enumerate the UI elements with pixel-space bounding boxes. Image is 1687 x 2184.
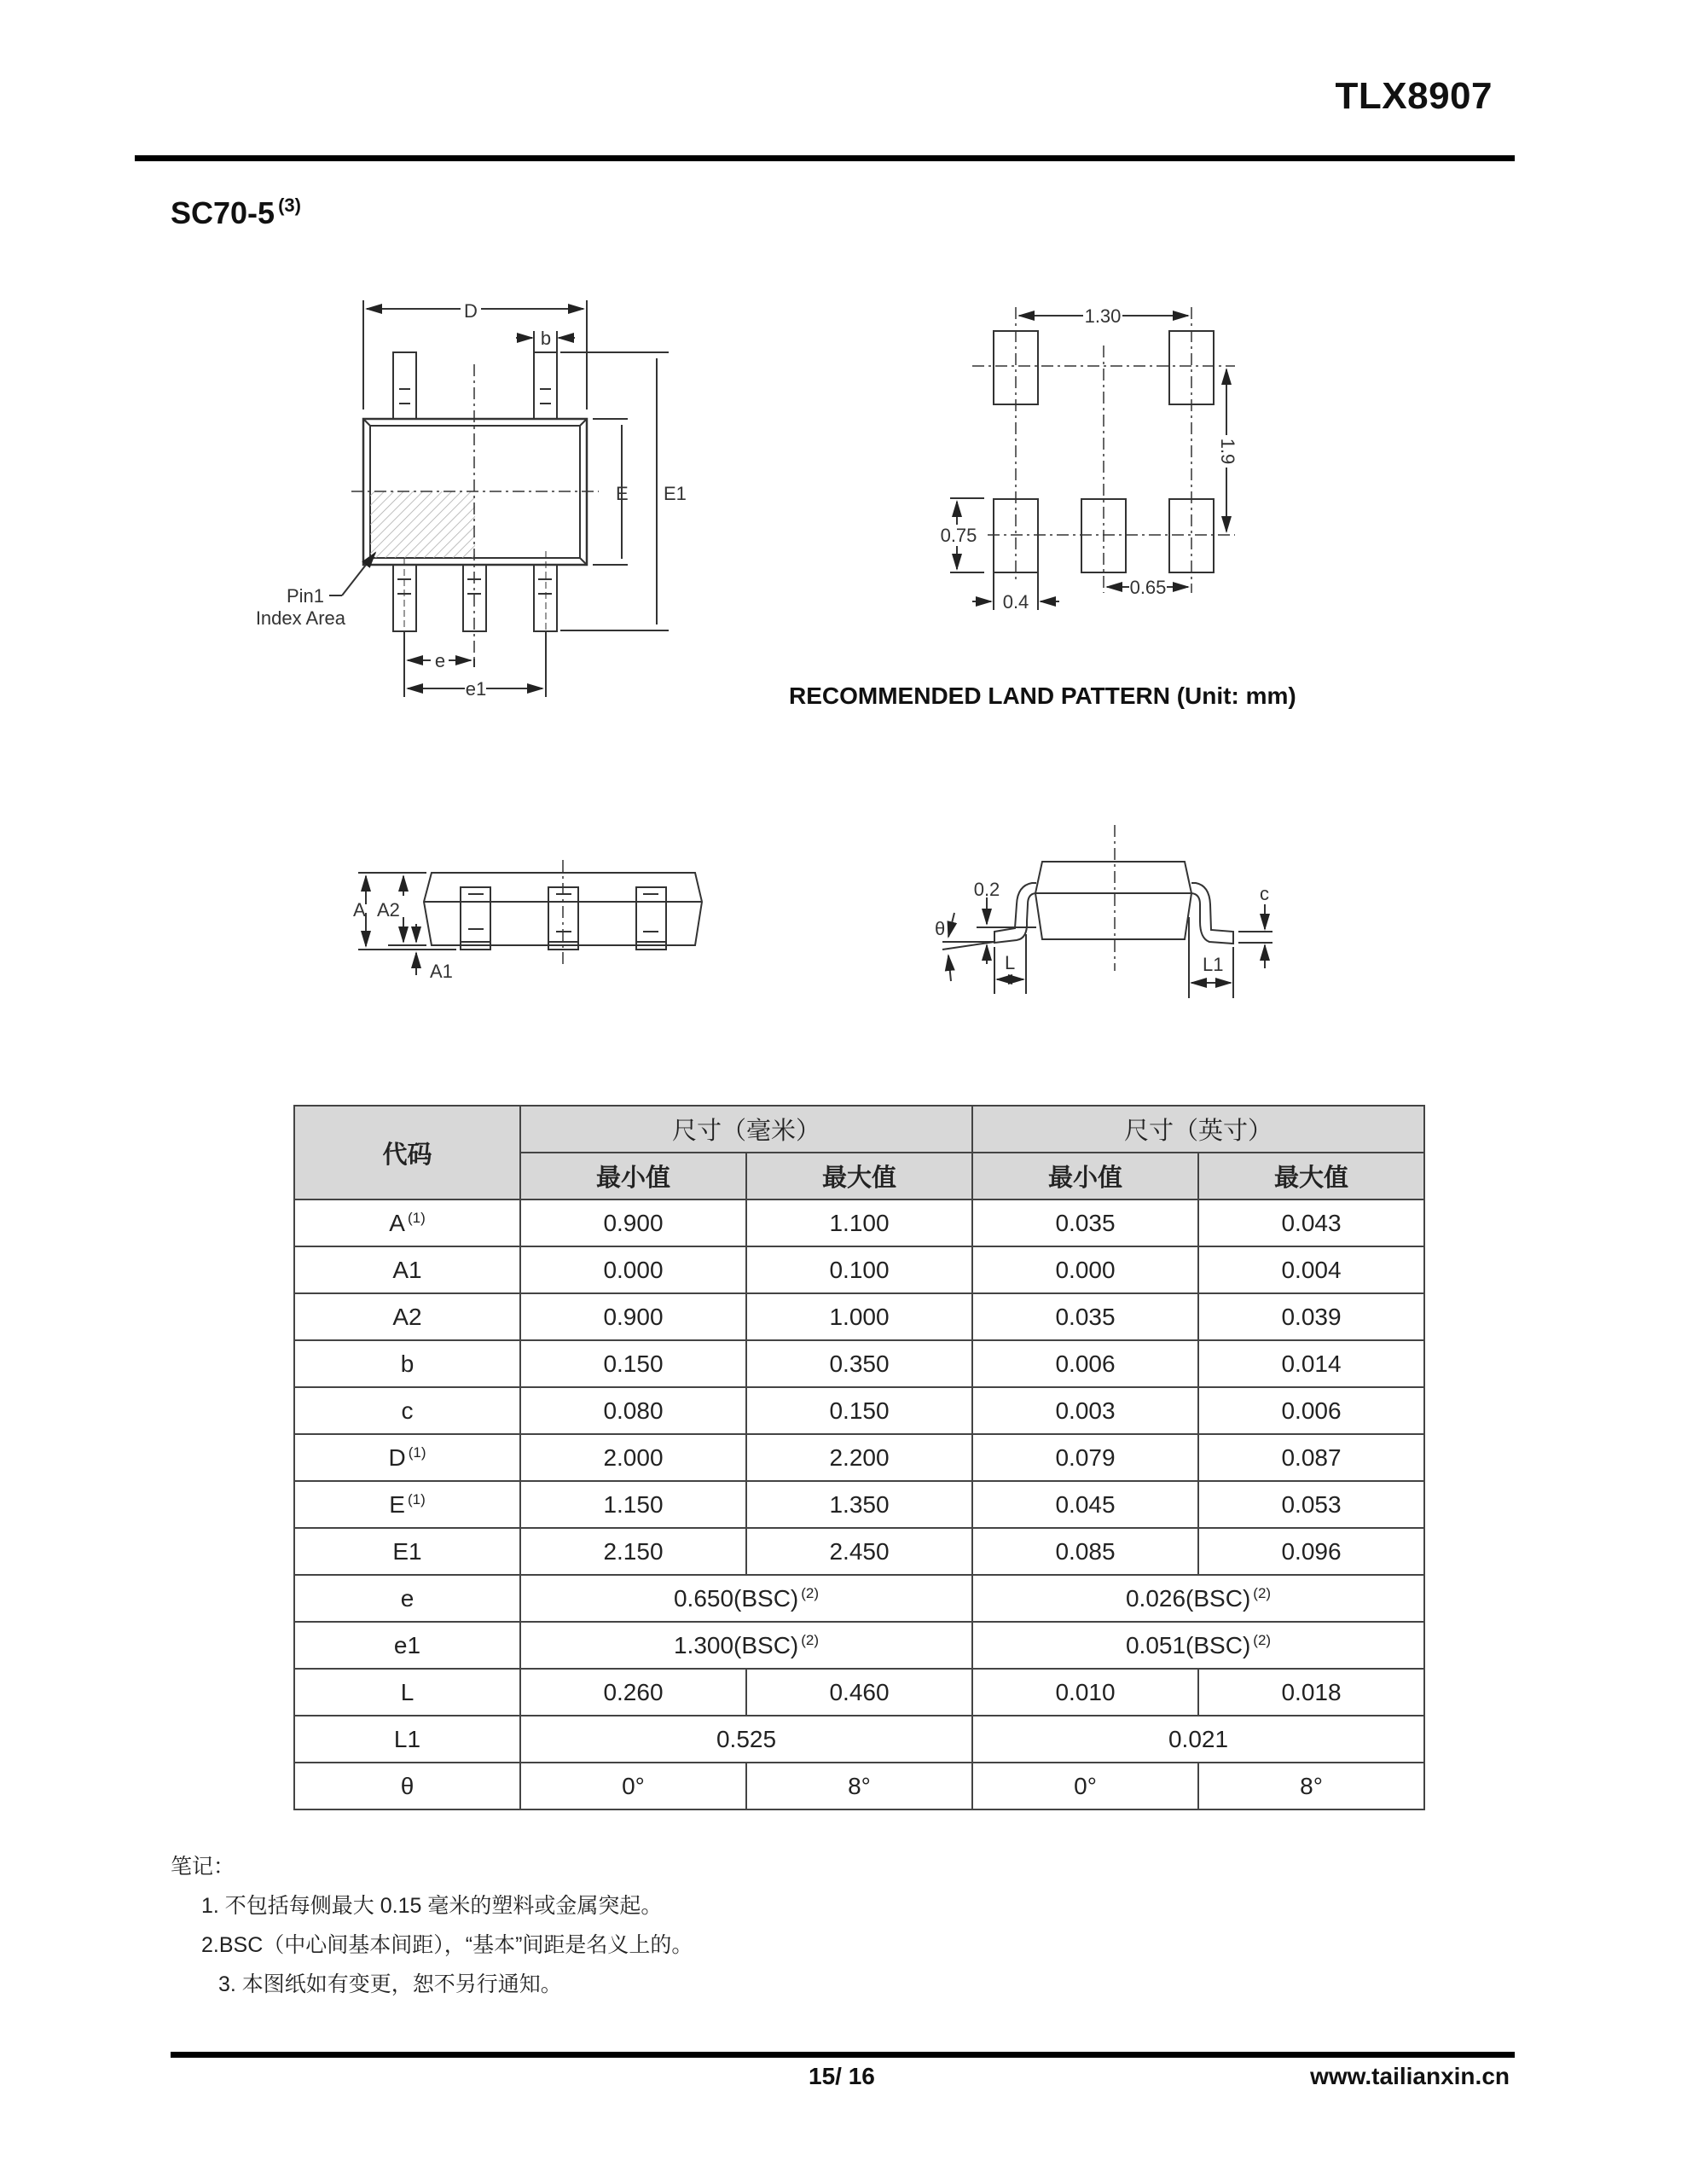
cell-code	[294, 1716, 520, 1763]
cell-mm-min	[520, 1481, 746, 1528]
cell-mm-max-text: 0.100	[829, 1256, 890, 1283]
cell-inch-min-text: 0°	[1074, 1772, 1097, 1799]
dim-label-L: L	[1005, 952, 1016, 973]
cell-mm-min-text: 0.000	[603, 1256, 664, 1283]
cell-mm-max	[746, 1481, 972, 1528]
cell-code-note-ref: (1)	[408, 1443, 426, 1461]
dim-label-E1: E1	[664, 483, 687, 504]
land-pattern-caption: RECOMMENDED LAND PATTERN (Unit: mm)	[789, 682, 1296, 709]
cell-inch-min	[972, 1434, 1198, 1481]
table-row	[294, 1246, 1424, 1293]
cell-inch-min-text: 0.006	[1055, 1350, 1116, 1377]
cell-inch-min	[972, 1387, 1198, 1434]
cell-mm-max	[746, 1434, 972, 1481]
cell-inch-span-text: 0.021	[1168, 1725, 1229, 1752]
cell-code-text: b	[400, 1350, 415, 1377]
cell-inch-max	[1198, 1434, 1424, 1481]
cell-mm-max	[746, 1669, 972, 1716]
cell-inch-min-text: 0.000	[1055, 1256, 1116, 1283]
notes-title: 笔记：	[171, 1855, 235, 1879]
table-row	[294, 1763, 1424, 1809]
land-pattern-drawing	[921, 282, 1279, 623]
cell-inch-max-text: 0.096	[1281, 1537, 1342, 1565]
cell-mm-min	[520, 1340, 746, 1387]
cell-mm-span	[520, 1575, 972, 1622]
cell-mm-max	[746, 1387, 972, 1434]
header-mm-group: 尺寸（毫米）	[520, 1106, 972, 1153]
cell-code-note-ref: (1)	[407, 1490, 426, 1507]
cell-code-text: e1	[393, 1631, 421, 1658]
cell-mm-span-text: 0.650(BSC)	[673, 1584, 799, 1612]
cell-mm-span-text: 0.525	[716, 1725, 777, 1752]
table-row	[294, 1387, 1424, 1434]
cell-inch-span-note-ref: (2)	[1253, 1631, 1272, 1648]
cell-mm-min	[520, 1246, 746, 1293]
pin1-index-area-label: Index Area	[256, 607, 345, 629]
cell-inch-max	[1198, 1528, 1424, 1575]
cell-code-text: D	[388, 1443, 406, 1471]
section-title	[171, 195, 301, 231]
cell-code-note-ref: (1)	[407, 1209, 426, 1226]
cell-code	[294, 1622, 520, 1669]
dim-label-c: c	[1260, 883, 1269, 904]
cell-mm-span	[520, 1716, 972, 1763]
cell-code	[294, 1575, 520, 1622]
cell-code	[294, 1246, 520, 1293]
note-item: 2.BSC（中心间基本间距），“基本”间距是名义上的。	[201, 1933, 693, 1957]
cell-code-text: L1	[393, 1725, 421, 1752]
top-view-drawing	[256, 282, 810, 708]
theta-label: θ	[935, 918, 946, 939]
cell-mm-min-text: 2.150	[603, 1537, 664, 1565]
cell-mm-min	[520, 1199, 746, 1246]
cell-inch-max-text: 0.053	[1281, 1490, 1342, 1518]
cell-mm-max-text: 0.460	[829, 1678, 890, 1705]
cell-inch-min	[972, 1528, 1198, 1575]
cell-inch-min-text: 0.079	[1055, 1443, 1116, 1471]
cell-code	[294, 1340, 520, 1387]
cell-code	[294, 1293, 520, 1340]
land-dim-0-4: 0.4	[1002, 591, 1029, 613]
dimension-table	[293, 1105, 1425, 1810]
cell-code	[294, 1199, 520, 1246]
table-row	[294, 1528, 1424, 1575]
table-row	[294, 1575, 1424, 1622]
land-dim-1-30: 1.30	[1084, 305, 1122, 327]
cell-inch-max	[1198, 1199, 1424, 1246]
table-body	[294, 1199, 1424, 1809]
cell-code-text: θ	[400, 1772, 415, 1799]
cell-inch-span	[972, 1716, 1424, 1763]
cell-code-text: A2	[392, 1303, 422, 1330]
header-mm-min: 最小值	[520, 1153, 746, 1199]
table-row	[294, 1434, 1424, 1481]
cell-mm-min-text: 0.150	[603, 1350, 664, 1377]
table-row	[294, 1669, 1424, 1716]
cell-mm-max-text: 0.150	[829, 1397, 890, 1424]
cell-inch-max	[1198, 1763, 1424, 1809]
table-row	[294, 1716, 1424, 1763]
header-code: 代码	[294, 1106, 520, 1199]
cell-mm-max	[746, 1246, 972, 1293]
dim-label-e1: e1	[465, 678, 487, 700]
cell-inch-min	[972, 1340, 1198, 1387]
table-row	[294, 1199, 1424, 1246]
header-rule	[135, 155, 1515, 161]
website-link[interactable]: www.tailianxin.cn	[1310, 2063, 1510, 2089]
cell-mm-min	[520, 1293, 746, 1340]
cell-mm-max-text: 1.350	[829, 1490, 890, 1518]
cell-mm-max	[746, 1763, 972, 1809]
cell-code-text: e	[400, 1584, 415, 1612]
dim-label-D: D	[464, 300, 478, 322]
cell-mm-max-text: 1.100	[829, 1209, 890, 1236]
cell-mm-max	[746, 1340, 972, 1387]
cell-inch-min-text: 0.045	[1055, 1490, 1116, 1518]
dim-label-0-2: 0.2	[973, 879, 1000, 900]
cell-mm-span-note-ref: (2)	[801, 1584, 820, 1601]
dim-label-A1: A1	[430, 961, 453, 982]
cell-inch-min	[972, 1763, 1198, 1809]
table-row	[294, 1481, 1424, 1528]
table-header-row	[294, 1106, 1424, 1153]
cell-inch-max	[1198, 1246, 1424, 1293]
cell-mm-span-note-ref: (2)	[801, 1631, 820, 1648]
cell-code-text: E1	[392, 1537, 422, 1565]
cell-code	[294, 1763, 520, 1809]
cell-code	[294, 1481, 520, 1528]
cell-mm-min	[520, 1387, 746, 1434]
note-item: 1. 不包括每侧最大 0.15 毫米的塑料或金属突起。	[201, 1894, 663, 1918]
header-inch-max: 最大值	[1198, 1153, 1424, 1199]
cell-inch-max	[1198, 1387, 1424, 1434]
footer-rule	[171, 2052, 1515, 2058]
cell-inch-min	[972, 1246, 1198, 1293]
cell-mm-span-text: 1.300(BSC)	[673, 1631, 799, 1658]
header-inch-group: 尺寸（英寸）	[972, 1106, 1424, 1153]
side-view-drawing	[324, 836, 733, 998]
cell-inch-max-text: 0.087	[1281, 1443, 1342, 1471]
cell-inch-span-text: 0.051(BSC)	[1125, 1631, 1251, 1658]
dim-label-A: A	[353, 899, 366, 921]
end-view-drawing	[904, 819, 1296, 1015]
cell-mm-span	[520, 1622, 972, 1669]
cell-mm-min	[520, 1763, 746, 1809]
cell-inch-max-text: 0.014	[1281, 1350, 1342, 1377]
cell-inch-span	[972, 1575, 1424, 1622]
cell-mm-min-text: 0.260	[603, 1678, 664, 1705]
cell-inch-span-note-ref: (2)	[1253, 1584, 1272, 1601]
cell-code-text: L	[400, 1678, 415, 1705]
cell-inch-max-text: 0.043	[1281, 1209, 1342, 1236]
dim-label-L1: L1	[1203, 954, 1224, 975]
cell-inch-max	[1198, 1293, 1424, 1340]
cell-inch-max	[1198, 1481, 1424, 1528]
cell-code-text: A1	[392, 1256, 422, 1283]
table-row	[294, 1293, 1424, 1340]
notes-section	[171, 1847, 693, 2004]
cell-mm-max	[746, 1528, 972, 1575]
cell-mm-max-text: 0.350	[829, 1350, 890, 1377]
cell-inch-max-text: 8°	[1300, 1772, 1323, 1799]
cell-mm-max-text: 2.200	[829, 1443, 890, 1471]
cell-mm-max-text: 1.000	[829, 1303, 890, 1330]
cell-code	[294, 1528, 520, 1575]
cell-inch-max	[1198, 1340, 1424, 1387]
cell-code-text: A	[389, 1209, 405, 1236]
note-item: 3. 本图纸如有变更，恕不另行通知。	[218, 1972, 562, 1996]
pin1-label: Pin1	[286, 585, 324, 607]
page-number: 15/ 16	[809, 2063, 875, 2089]
land-dim-0-65: 0.65	[1129, 577, 1167, 598]
cell-inch-max-text: 0.018	[1281, 1678, 1342, 1705]
cell-inch-min	[972, 1669, 1198, 1716]
cell-code-text: E	[389, 1490, 405, 1518]
cell-mm-min-text: 0.900	[603, 1209, 664, 1236]
cell-inch-min	[972, 1481, 1198, 1528]
dim-label-A2: A2	[377, 899, 400, 921]
cell-mm-min-text: 0.900	[603, 1303, 664, 1330]
cell-inch-max-text: 0.004	[1281, 1256, 1342, 1283]
header-mm-max: 最大值	[746, 1153, 972, 1199]
cell-code	[294, 1387, 520, 1434]
cell-inch-span	[972, 1622, 1424, 1669]
cell-inch-max-text: 0.006	[1281, 1397, 1342, 1424]
cell-mm-max-text: 8°	[848, 1772, 871, 1799]
cell-inch-min	[972, 1199, 1198, 1246]
cell-code	[294, 1434, 520, 1481]
cell-mm-min	[520, 1669, 746, 1716]
dim-label-b: b	[540, 328, 552, 349]
cell-mm-min	[520, 1528, 746, 1575]
cell-inch-max	[1198, 1669, 1424, 1716]
cell-code-text: c	[401, 1397, 414, 1424]
table-row	[294, 1340, 1424, 1387]
cell-code	[294, 1669, 520, 1716]
cell-inch-min-text: 0.035	[1055, 1209, 1116, 1236]
cell-inch-span-text: 0.026(BSC)	[1125, 1584, 1251, 1612]
section-note-ref: (3)	[278, 195, 301, 216]
land-dim-1-9: 1.9	[1217, 438, 1238, 465]
cell-inch-min-text: 0.003	[1055, 1397, 1116, 1424]
cell-inch-max-text: 0.039	[1281, 1303, 1342, 1330]
cell-mm-max	[746, 1199, 972, 1246]
cell-mm-min-text: 2.000	[603, 1443, 664, 1471]
cell-inch-min	[972, 1293, 1198, 1340]
cell-inch-min-text: 0.085	[1055, 1537, 1116, 1565]
table-row	[294, 1622, 1424, 1669]
document-title: TLX8907	[1335, 75, 1493, 117]
cell-mm-min-text: 1.150	[603, 1490, 664, 1518]
cell-mm-min-text: 0.080	[603, 1397, 664, 1424]
header-inch-min: 最小值	[972, 1153, 1198, 1199]
cell-inch-min-text: 0.010	[1055, 1678, 1116, 1705]
cell-mm-max-text: 2.450	[829, 1537, 890, 1565]
dim-label-e: e	[434, 650, 446, 671]
cell-mm-min	[520, 1434, 746, 1481]
land-dim-0-75: 0.75	[940, 525, 977, 546]
cell-mm-min-text: 0°	[622, 1772, 645, 1799]
dim-label-E: E	[616, 483, 629, 504]
cell-inch-min-text: 0.035	[1055, 1303, 1116, 1330]
package-name: SC70-5	[171, 195, 275, 230]
cell-mm-max	[746, 1293, 972, 1340]
